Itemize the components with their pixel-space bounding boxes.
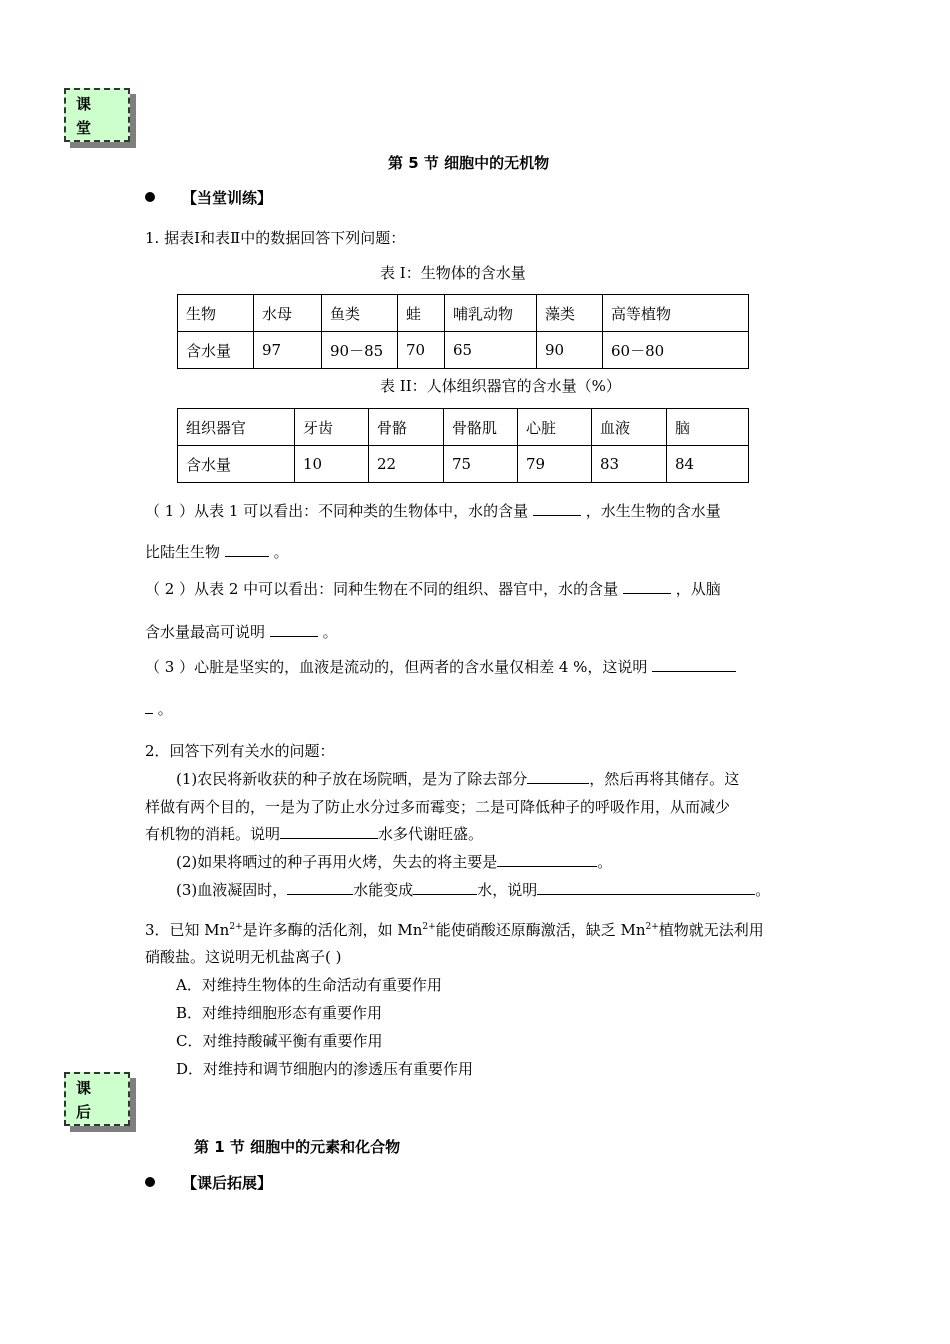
table-row bbox=[178, 446, 749, 483]
table-cell: 22 bbox=[369, 446, 444, 483]
class-tag bbox=[64, 88, 130, 142]
table-cell: 90－85 bbox=[322, 332, 398, 369]
answer-blank bbox=[280, 824, 378, 839]
table-cell: 60－80 bbox=[603, 332, 749, 369]
table-cell: 75 bbox=[444, 446, 518, 483]
table-cell: 生物 bbox=[178, 295, 254, 332]
table-cell: 84 bbox=[667, 446, 749, 483]
training-label: 【当堂训练】 bbox=[182, 189, 273, 207]
section-2-title: 第 1 节 细胞中的元素和化合物 bbox=[194, 1138, 401, 1156]
table-cell: 97 bbox=[254, 332, 322, 369]
table-cell: 70 bbox=[398, 332, 445, 369]
q2-part-2: (2)如果将晒过的种子再用火烤，失去的将主要是 。 bbox=[176, 853, 613, 871]
table-cell: 骨骼 bbox=[369, 409, 444, 446]
q1-part-1-line-1: （ 1 ）从表 1 可以看出：不同种类的生物体中，水的含量 ，水生生物的含水量 bbox=[145, 502, 721, 520]
answer-blank bbox=[270, 622, 318, 637]
tag-line-1: 课 bbox=[76, 95, 92, 113]
q2-part-3: (3)血液凝固时， 水能变成 水，说明 。 bbox=[176, 881, 771, 899]
option-c: C．对维持酸碱平衡有重要作用 bbox=[176, 1032, 383, 1050]
answer-blank bbox=[533, 501, 581, 516]
q2-part-1-line-2: 样做有两个目的，一是为了防止水分过多而霉变；二是可降低种子的呼吸作用，从而减少 bbox=[145, 798, 731, 816]
answer-blank bbox=[537, 880, 755, 895]
table-cell: 骨骼肌 bbox=[444, 409, 518, 446]
table-row bbox=[178, 295, 749, 332]
q1-part-3-line-1: （ 3 ）心脏是坚实的，血液是流动的，但两者的含水量仅相差 4 %，这说明 bbox=[145, 656, 736, 677]
option-d: D．对维持和调节细胞内的渗透压有重要作用 bbox=[176, 1060, 474, 1078]
answer-blank bbox=[497, 852, 597, 867]
table-cell: 83 bbox=[592, 446, 667, 483]
answer-blank bbox=[527, 769, 589, 784]
table-cell: 含水量 bbox=[178, 332, 254, 369]
tag-line-2: 后 bbox=[76, 1103, 92, 1121]
table-cell: 蛙 bbox=[398, 295, 445, 332]
table-cell: 血液 bbox=[592, 409, 667, 446]
table-cell: 鱼类 bbox=[322, 295, 398, 332]
after-class-tag bbox=[64, 1072, 130, 1126]
q1-part-3-line-2: 。 bbox=[145, 698, 173, 719]
question-1-intro: 1. 据表Ⅰ和表Ⅱ中的数据回答下列问题： bbox=[145, 229, 406, 247]
q1-part-2-line-2: 含水量最高可说明 。 bbox=[145, 623, 338, 641]
tag-line-2: 堂 bbox=[76, 119, 92, 137]
answer-blank bbox=[413, 880, 477, 895]
table-1 bbox=[177, 294, 749, 369]
option-b: B．对维持细胞形态有重要作用 bbox=[176, 1004, 383, 1022]
question-2-intro: 2．回答下列有关水的问题： bbox=[145, 742, 335, 760]
table-cell: 心脏 bbox=[518, 409, 592, 446]
table-2-caption: 表 II：人体组织器官的含水量（%） bbox=[380, 377, 621, 395]
table-row bbox=[178, 409, 749, 446]
table-cell: 脑 bbox=[667, 409, 749, 446]
answer-blank bbox=[225, 542, 269, 557]
table-cell: 水母 bbox=[254, 295, 322, 332]
table-row bbox=[178, 332, 749, 369]
answer-blank bbox=[652, 657, 736, 672]
q1-part-1-line-2: 比陆生生物 。 bbox=[145, 543, 289, 561]
answer-blank bbox=[145, 699, 153, 714]
table-1-caption: 表 I：生物体的含水量 bbox=[380, 264, 526, 282]
table-cell: 高等植物 bbox=[603, 295, 749, 332]
extension-label: 【课后拓展】 bbox=[182, 1174, 273, 1192]
q2-part-1-line-1: (1)农民将新收获的种子放在场院晒，是为了除去部分 ，然后再将其储存。这 bbox=[176, 770, 740, 788]
answer-blank bbox=[287, 880, 353, 895]
tag-line-1: 课 bbox=[76, 1079, 92, 1097]
bullet-icon bbox=[145, 1177, 155, 1187]
table-2 bbox=[177, 408, 749, 483]
bullet-icon bbox=[145, 192, 155, 202]
table-cell: 79 bbox=[518, 446, 592, 483]
table-cell: 含水量 bbox=[178, 446, 295, 483]
table-cell: 10 bbox=[295, 446, 369, 483]
table-cell: 牙齿 bbox=[295, 409, 369, 446]
table-cell: 哺乳动物 bbox=[445, 295, 537, 332]
table-cell: 组织器官 bbox=[178, 409, 295, 446]
question-3-line-2: 硝酸盐。这说明无机盐离子( ) bbox=[145, 948, 342, 966]
question-3-line-1: 3．已知 $Mn^{2+}$是许多酶的活化剂，如 $Mn^{2+}$能使硝酸还原酶激活，缺乏 $Mn^{2+}$植物就无法利用 bbox=[145, 921, 764, 939]
q2-part-1-line-3: 有机物的消耗。说明 水多代谢旺盛。 bbox=[145, 825, 484, 843]
q1-part-2-line-1: （ 2 ）从表 2 中可以看出：同种生物在不同的组织、器官中，水的含量 ，从脑 bbox=[145, 580, 721, 598]
table-cell: 90 bbox=[537, 332, 603, 369]
option-a: A．对维持生物体的生命活动有重要作用 bbox=[176, 976, 442, 994]
answer-blank bbox=[623, 579, 671, 594]
table-cell: 藻类 bbox=[537, 295, 603, 332]
section-title: 第 5 节 细胞中的无机物 bbox=[388, 154, 550, 172]
table-cell: 65 bbox=[445, 332, 537, 369]
